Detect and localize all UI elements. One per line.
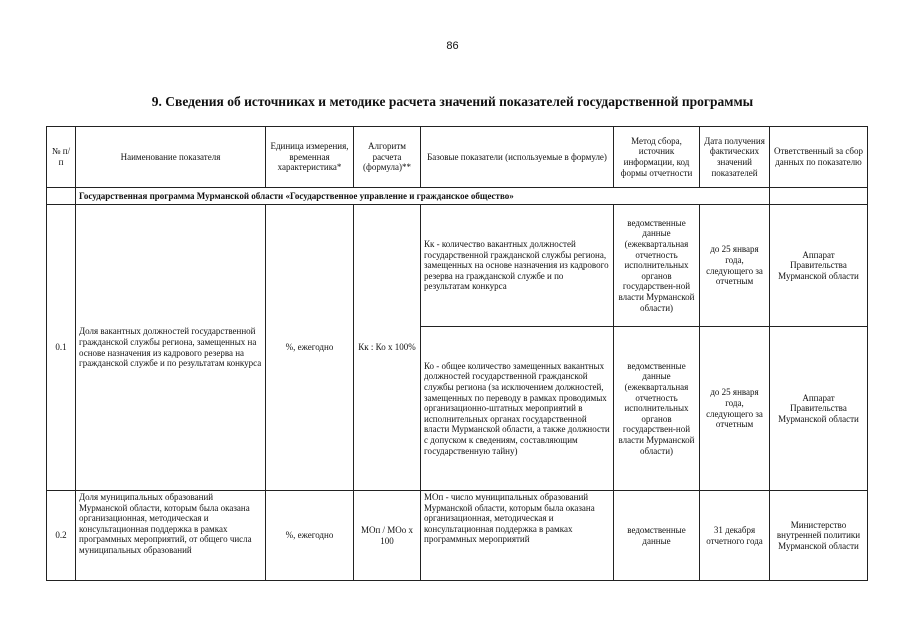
- row-responsible: Аппарат Правительства Мурманской области: [770, 205, 868, 327]
- header-algorithm: Алгоритм расчета (формула)**: [354, 127, 421, 188]
- indicators-table: [46, 126, 868, 581]
- table-row: [47, 205, 868, 327]
- row-method: ведомственные данные (ежеквартальная отчетность исполнительных органов государствен-ной власти Мурманской области): [614, 327, 700, 491]
- row-name: Доля муниципальных образований Мурманской области, которым была оказана организационная, методическая и консультационная поддержка в рамках программных мероприятий, от общего числа муниципальных образований: [76, 491, 266, 581]
- row-method: ведомственные данные (ежеквартальная отчетность исполнительных органов государствен-ной власти Мурманской области): [614, 205, 700, 327]
- table-row: [47, 491, 868, 581]
- header-responsible: Ответственный за сбор данных по показателю: [770, 127, 868, 188]
- row-unit: %, ежегодно: [266, 205, 354, 491]
- table-header-row: [47, 127, 868, 188]
- group-empty-cell: [770, 188, 868, 205]
- row-num: 0.2: [47, 491, 76, 581]
- row-date: до 25 января года, следующего за отчетным: [700, 205, 770, 327]
- header-name: Наименование показателя: [76, 127, 266, 188]
- group-empty-cell: [47, 188, 76, 205]
- row-unit: %, ежегодно: [266, 491, 354, 581]
- row-responsible: Аппарат Правительства Мурманской области: [770, 327, 868, 491]
- row-base: Ко - общее количество замещенных вакантных должностей государственной гражданской службы региона (за исключением должностей, замещенных по переводу в рамках проводимых организационно-штатных мероприятий в исполнительных органах государственной власти Мурманской области, а также должности с допуском к сведениям, составляющим государственную тайну): [421, 327, 614, 491]
- row-algorithm: МОп / МОо x 100: [354, 491, 421, 581]
- header-base: Базовые показатели (используемые в формуле): [421, 127, 614, 188]
- page-number: 86: [446, 40, 459, 52]
- header-unit: Единица измерения, временная характеристика*: [266, 127, 354, 188]
- page-title: 9. Сведения об источниках и методике расчета значений показателей государственной программы: [151, 94, 754, 109]
- header-date: Дата получения фактических значений показателей: [700, 127, 770, 188]
- row-method: ведомственные данные: [614, 491, 700, 581]
- group-row: [47, 188, 868, 205]
- row-date: до 25 января года, следующего за отчетным: [700, 327, 770, 491]
- row-base: Кк - количество вакантных должностей государственной гражданской службы региона, замещенных на основе назначения из кадрового резерва на гражданской службе и по результатам конкурса: [421, 205, 614, 327]
- row-num: 0.1: [47, 205, 76, 491]
- row-responsible: Министерство внутренней политики Мурманской области: [770, 491, 868, 581]
- group-title: Государственная программа Мурманской области «Государственное управление и гражданское общество»: [76, 188, 770, 205]
- row-base: МОп - число муниципальных образований Мурманской области, которым была оказана организационная, методическая и консультационная поддержка в рамках программных мероприятий: [421, 491, 614, 581]
- header-num: № п/п: [47, 127, 76, 188]
- header-method: Метод сбора, источник информации, код формы отчетности: [614, 127, 700, 188]
- row-date: 31 декабря отчетного года: [700, 491, 770, 581]
- row-algorithm: Кк : Ко x 100%: [354, 205, 421, 491]
- row-name: Доля вакантных должностей государственной гражданской службы региона, замещенных на основе назначения из кадрового резерва на гражданской службе и по результатам конкурса: [76, 205, 266, 491]
